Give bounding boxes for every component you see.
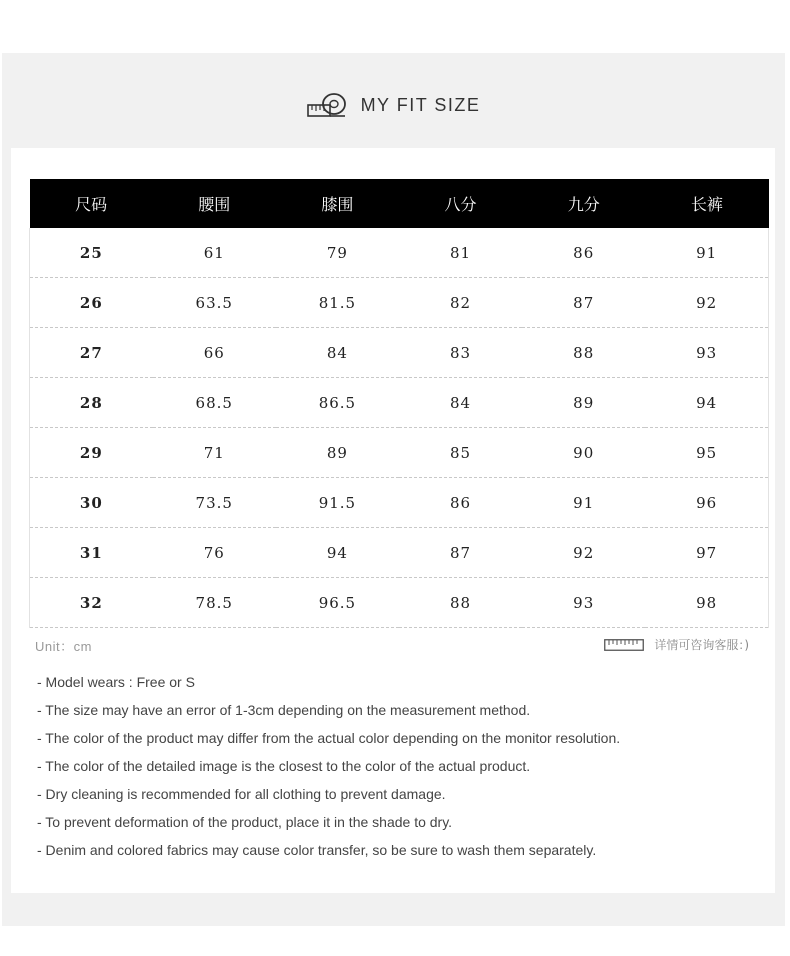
list-item: - To prevent deformation of the product, place it in the shade to dry. xyxy=(37,814,453,830)
table-cell: 79 xyxy=(276,228,399,278)
page-title: MY FIT SIZE xyxy=(360,95,481,115)
table-cell: 86.5 xyxy=(276,378,399,428)
table-cell: 81 xyxy=(399,228,522,278)
table-cell-size: 30 xyxy=(30,478,153,528)
size-table-card xyxy=(11,148,775,893)
table-cell: 98 xyxy=(645,578,768,628)
size-table xyxy=(29,179,769,628)
table-cell: 68.5 xyxy=(153,378,276,428)
table-row xyxy=(30,478,769,528)
table-cell: 71 xyxy=(153,428,276,478)
table-cell: 93 xyxy=(645,328,768,378)
table-row xyxy=(30,378,769,428)
table-cell: 97 xyxy=(645,528,768,578)
table-cell-size: 32 xyxy=(30,578,153,628)
table-cell: 82 xyxy=(399,278,522,328)
table-row xyxy=(30,328,769,378)
ruler-icon xyxy=(604,639,644,651)
list-item: - Model wears : Free or S xyxy=(37,674,195,690)
list-item: - The size may have an error of 1-3cm depending on the measurement method. xyxy=(37,702,531,718)
table-cell-size: 28 xyxy=(30,378,153,428)
table-cell: 87 xyxy=(522,278,645,328)
list-item: - Dry cleaning is recommended for all clothing to prevent damage. xyxy=(37,786,446,802)
column-header-size: 尺码 xyxy=(30,179,153,228)
table-cell: 96.5 xyxy=(276,578,399,628)
table-cell: 95 xyxy=(645,428,768,478)
table-cell: 96 xyxy=(645,478,768,528)
tape-measure-icon xyxy=(307,92,347,118)
table-cell: 83 xyxy=(399,328,522,378)
table-cell: 63.5 xyxy=(153,278,276,328)
table-cell: 85 xyxy=(399,428,522,478)
size-guide-panel xyxy=(2,53,785,926)
table-cell: 92 xyxy=(522,528,645,578)
table-row xyxy=(30,278,769,328)
list-item: - The color of the product may differ from the actual color depending on the monitor resolution. xyxy=(37,730,621,746)
table-cell-size: 25 xyxy=(30,228,153,278)
table-cell: 89 xyxy=(276,428,399,478)
table-cell: 94 xyxy=(276,528,399,578)
table-cell: 61 xyxy=(153,228,276,278)
table-row xyxy=(30,578,769,628)
table-cell: 89 xyxy=(522,378,645,428)
table-cell: 91.5 xyxy=(276,478,399,528)
table-cell: 88 xyxy=(522,328,645,378)
list-item: - The color of the detailed image is the closest to the color of the actual product. xyxy=(37,758,531,774)
table-cell: 78.5 xyxy=(153,578,276,628)
table-cell: 94 xyxy=(645,378,768,428)
table-row xyxy=(30,228,769,278)
unit-label: Unit：cm xyxy=(35,639,92,654)
list-item: - Denim and colored fabrics may cause color transfer, so be sure to wash them separately. xyxy=(37,842,597,858)
customer-service-note xyxy=(604,636,749,653)
table-cell: 84 xyxy=(276,328,399,378)
table-cell-size: 26 xyxy=(30,278,153,328)
table-cell: 73.5 xyxy=(153,478,276,528)
table-cell-size: 31 xyxy=(30,528,153,578)
table-cell: 87 xyxy=(399,528,522,578)
table-cell: 76 xyxy=(153,528,276,578)
table-cell: 84 xyxy=(399,378,522,428)
table-row xyxy=(30,528,769,578)
customer-service-text: 详情可咨询客服：) xyxy=(654,638,749,652)
column-header-ankle: 九分 xyxy=(522,179,645,228)
table-cell: 86 xyxy=(399,478,522,528)
table-header-row xyxy=(30,179,769,228)
table-cell: 91 xyxy=(645,228,768,278)
care-notes-list xyxy=(37,668,620,864)
table-cell: 91 xyxy=(522,478,645,528)
table-cell: 92 xyxy=(645,278,768,328)
column-header-knee: 膝围 xyxy=(276,179,399,228)
table-cell-size: 27 xyxy=(30,328,153,378)
table-cell: 66 xyxy=(153,328,276,378)
table-cell: 88 xyxy=(399,578,522,628)
table-row xyxy=(30,428,769,478)
table-cell: 81.5 xyxy=(276,278,399,328)
column-header-full-length: 长裤 xyxy=(645,179,768,228)
table-cell: 86 xyxy=(522,228,645,278)
table-cell-size: 29 xyxy=(30,428,153,478)
table-cell: 90 xyxy=(522,428,645,478)
table-cell: 93 xyxy=(522,578,645,628)
size-guide-header xyxy=(2,53,785,148)
column-header-waist: 腰围 xyxy=(153,179,276,228)
column-header-cropped: 八分 xyxy=(399,179,522,228)
